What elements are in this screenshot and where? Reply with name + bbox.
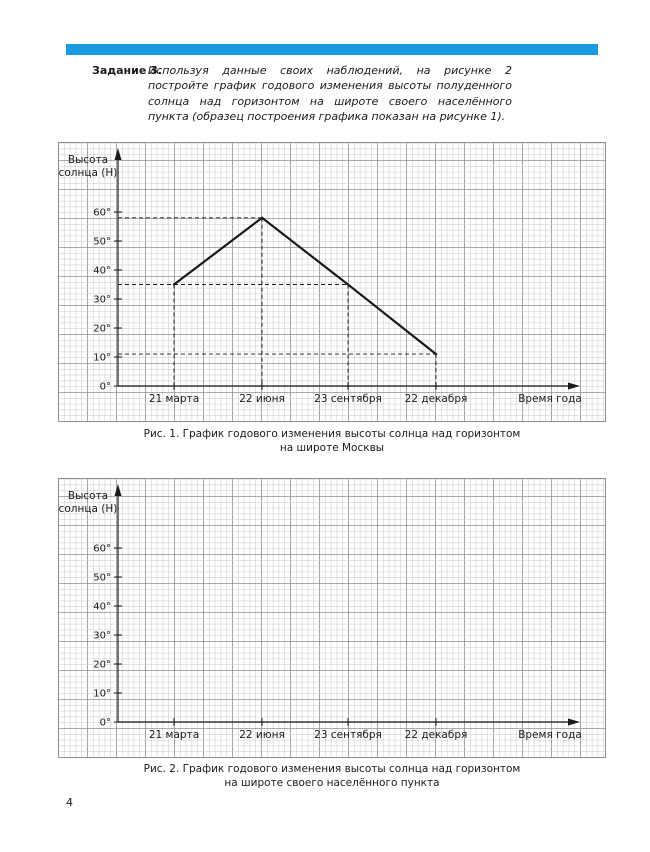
caption-fig2 xyxy=(66,762,598,790)
y-axis-label-line1: Высота xyxy=(67,490,109,502)
data-point xyxy=(261,217,263,219)
x-tick-label: 22 декабря xyxy=(404,393,468,405)
y-tick-label: 10° xyxy=(93,352,111,364)
y-tick-label: 50° xyxy=(93,572,111,584)
task-text: Используя данные своих наблюдений, на рисунке 2 постройте график годового изменения высоты полуденного солнца над горизонтом на широте своего населённого пункта (образец построения графика показан на рисунке 1). xyxy=(148,64,512,124)
caption-fig1 xyxy=(66,427,598,455)
y-tick-label: 10° xyxy=(93,688,111,700)
task-block xyxy=(92,63,512,125)
y-axis-arrow xyxy=(115,148,122,160)
y-axis-arrow xyxy=(115,484,122,496)
y-tick-label: 20° xyxy=(93,659,111,671)
chart-frame xyxy=(59,479,606,758)
y-tick-label: 50° xyxy=(93,236,111,248)
y-tick-label: 40° xyxy=(93,601,111,613)
y-tick-label: 30° xyxy=(93,630,111,642)
chart-fig2 xyxy=(58,478,606,758)
caption-line1: Рис. 1. График годового изменения высоты солнца над горизонтом xyxy=(143,428,521,440)
top-accent-bar xyxy=(66,44,598,55)
x-axis-arrow xyxy=(568,383,580,390)
x-tick-label: 23 сентября xyxy=(314,393,382,405)
chart-svg xyxy=(58,142,606,422)
y-tick-label: 30° xyxy=(93,294,111,306)
x-tick-label: 22 июня xyxy=(239,393,285,405)
grid xyxy=(58,142,606,422)
y-tick-label: 20° xyxy=(93,323,111,335)
caption-line2: на широте Москвы xyxy=(279,442,385,454)
y-tick-label: 60° xyxy=(93,207,111,219)
y-tick-label: 40° xyxy=(93,265,111,277)
y-axis-label-line1: Высота xyxy=(67,154,109,166)
data-point xyxy=(347,283,349,285)
x-tick-label: 21 марта xyxy=(148,729,200,741)
x-tick-label: 23 сентября xyxy=(314,729,382,741)
grid xyxy=(58,478,606,758)
x-axis-arrow xyxy=(568,719,580,726)
chart-svg xyxy=(58,478,606,758)
x-axis-label: Время года xyxy=(518,393,582,405)
y-axis-label-line2: солнца (H) xyxy=(58,167,118,179)
x-tick-label: 22 июня xyxy=(239,729,285,741)
caption-line1: Рис. 2. График годового изменения высоты солнца над горизонтом xyxy=(143,763,521,775)
chart-fig1 xyxy=(58,142,606,422)
page-number: 4 xyxy=(66,796,73,809)
series-line xyxy=(174,218,436,354)
y-axis-label-line2: солнца (H) xyxy=(58,503,118,515)
data-point xyxy=(435,353,437,355)
x-tick-label: 22 декабря xyxy=(404,729,468,741)
caption-line2: на широте своего населённого пункта xyxy=(224,777,440,789)
y-tick-label: 0° xyxy=(99,717,111,729)
y-tick-label: 0° xyxy=(99,381,111,393)
x-tick-label: 21 марта xyxy=(148,393,200,405)
x-axis-label: Время года xyxy=(518,729,582,741)
chart-frame xyxy=(59,143,606,422)
data-point xyxy=(173,283,175,285)
y-tick-label: 60° xyxy=(93,543,111,555)
task-label: Задание 3. xyxy=(92,64,162,77)
